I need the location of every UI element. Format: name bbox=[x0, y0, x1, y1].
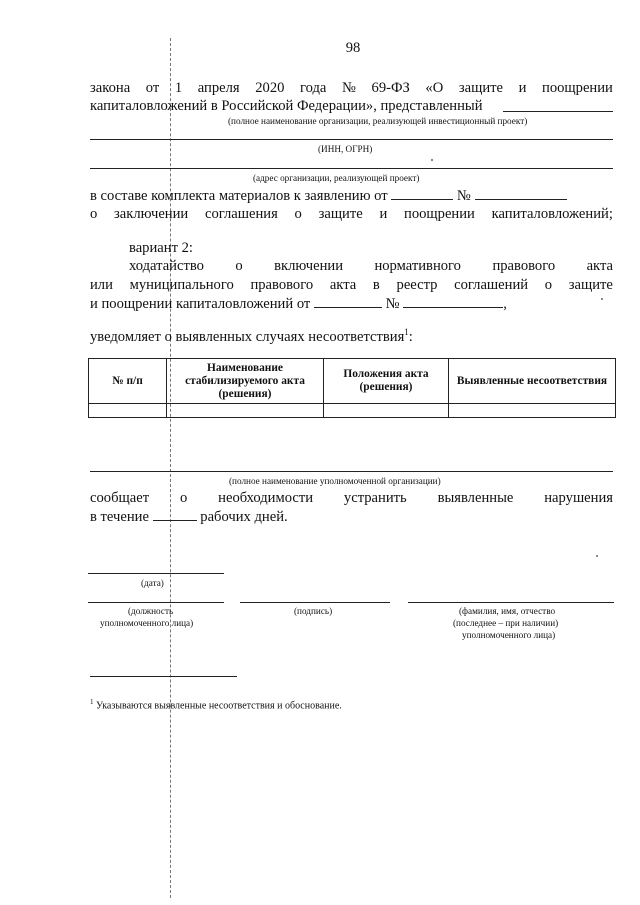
report-word: необходимости bbox=[218, 490, 314, 506]
position-line bbox=[88, 602, 224, 603]
deadline-line bbox=[90, 507, 288, 526]
conclusion-line bbox=[90, 205, 613, 223]
header-number: № п/п bbox=[89, 359, 167, 404]
conclusion-word: защите bbox=[318, 206, 363, 222]
registry-word: или bbox=[90, 277, 113, 293]
law-reference-word: 69-ФЗ bbox=[371, 80, 410, 96]
organization-name-blank bbox=[503, 111, 613, 112]
address-caption: (адрес организации, реализующей проект) bbox=[253, 173, 420, 183]
conclusion-word: заключении bbox=[114, 206, 189, 222]
authorized-organization-line bbox=[90, 471, 613, 472]
petition-line bbox=[129, 257, 613, 275]
registry-word: в bbox=[372, 277, 380, 293]
organization-caption: (полное наименование организации, реализующей инвестиционный проект) bbox=[228, 116, 528, 126]
registry-word: соглашений bbox=[454, 277, 529, 293]
agreement-date-blank bbox=[314, 294, 382, 308]
binding-margin-line bbox=[170, 38, 171, 898]
full-name-caption-3: уполномоченного лица) bbox=[462, 630, 556, 640]
law-reference-word: года bbox=[300, 80, 327, 96]
law-reference-line bbox=[90, 79, 613, 97]
agreement-comma: , bbox=[503, 296, 507, 312]
law-reference-word: «О bbox=[425, 80, 444, 96]
law-reference-word: и bbox=[518, 80, 527, 96]
table-cell bbox=[89, 404, 167, 418]
page-number: 98 bbox=[345, 40, 361, 56]
footnote-text: Указываются выявленные несоответствия и обоснование. bbox=[96, 700, 342, 712]
registry-word: акта bbox=[329, 277, 357, 293]
table-header-row bbox=[89, 359, 616, 404]
footnote bbox=[90, 696, 342, 712]
signature-line bbox=[240, 602, 390, 603]
position-caption-2: уполномоченного лица) bbox=[100, 618, 194, 628]
registry-word: муниципального bbox=[129, 277, 234, 293]
petition-word: правового bbox=[492, 258, 556, 274]
header-act-name: Наименование стабилизируемого акта (решения) bbox=[167, 359, 324, 404]
conclusion-word: о bbox=[294, 206, 302, 222]
investment-text: капиталовложений в Российской Федерации», представленный bbox=[90, 98, 483, 114]
variant-2-heading: вариант 2: bbox=[129, 240, 193, 256]
agreement-text: и поощрении капиталовложений от bbox=[90, 296, 311, 312]
days-count-blank bbox=[153, 507, 197, 521]
deadline-prefix: в течение bbox=[90, 509, 149, 525]
footnote-separator bbox=[90, 676, 237, 677]
report-word: сообщает bbox=[90, 490, 150, 506]
report-word: нарушения bbox=[544, 490, 613, 506]
signature-caption: (подпись) bbox=[294, 606, 333, 616]
footnote-mark: 1 bbox=[90, 698, 94, 706]
application-text: в составе комплекта материалов к заявлению от bbox=[90, 188, 388, 204]
application-line bbox=[90, 186, 567, 205]
agreement-number-sign: № bbox=[385, 296, 400, 312]
header-act-provisions: Положения акта (решения) bbox=[324, 359, 449, 404]
registry-line bbox=[90, 276, 613, 294]
registry-word: о bbox=[544, 277, 553, 293]
notify-line bbox=[90, 323, 413, 346]
address-line bbox=[90, 168, 613, 169]
scan-speck bbox=[596, 555, 598, 557]
petition-word: включении bbox=[274, 258, 343, 274]
report-word: выявленные bbox=[437, 490, 514, 506]
law-reference-word: 1 bbox=[174, 80, 183, 96]
conclusion-word: капиталовложений; bbox=[491, 206, 613, 222]
conclusion-word: и bbox=[379, 206, 388, 222]
table-cell bbox=[324, 404, 449, 418]
footnote-reference: 1 bbox=[404, 327, 409, 337]
header-inconsistencies: Выявленные несоответствия bbox=[449, 359, 616, 404]
agreement-line bbox=[90, 294, 507, 313]
date-line bbox=[88, 573, 224, 574]
law-reference-word: от bbox=[145, 80, 160, 96]
agreement-number-blank bbox=[403, 294, 503, 308]
petition-word: акта bbox=[586, 258, 613, 274]
notify-text: уведомляет о выявленных случаях несоответствия bbox=[90, 328, 405, 345]
position-caption-1: (должность bbox=[128, 606, 174, 616]
conclusion-word: о bbox=[90, 206, 98, 222]
law-reference-word: защите bbox=[458, 80, 504, 96]
report-word: о bbox=[179, 490, 188, 506]
full-name-caption-1: (фамилия, имя, отчество bbox=[459, 606, 556, 616]
application-number-sign: № bbox=[456, 188, 471, 204]
law-reference-word: № bbox=[342, 80, 356, 96]
registry-word: реестр bbox=[396, 277, 438, 293]
report-line bbox=[90, 489, 613, 507]
application-number-blank bbox=[475, 186, 567, 200]
deadline-suffix: рабочих дней. bbox=[200, 509, 288, 525]
petition-word: нормативного bbox=[374, 258, 461, 274]
petition-word: о bbox=[235, 258, 243, 274]
law-reference-word: поощрении bbox=[542, 80, 613, 96]
conclusion-word: соглашения bbox=[204, 206, 278, 222]
table-cell bbox=[167, 404, 324, 418]
registry-word: правового bbox=[250, 277, 314, 293]
law-reference-word: апреля bbox=[197, 80, 240, 96]
table-row bbox=[89, 404, 616, 418]
investment-line bbox=[90, 97, 483, 115]
registry-word: защите bbox=[568, 277, 613, 293]
notify-colon: : bbox=[408, 328, 413, 345]
law-reference-word: закона bbox=[90, 80, 131, 96]
report-word: устранить bbox=[343, 490, 407, 506]
date-caption: (дата) bbox=[141, 578, 164, 588]
petition-word: ходатайство bbox=[129, 258, 204, 274]
inn-ogrn-caption: (ИНН, ОГРН) bbox=[318, 144, 373, 154]
application-date-blank bbox=[391, 186, 453, 200]
full-name-caption-2: (последнее – при наличии) bbox=[453, 618, 559, 628]
law-reference-word: 2020 bbox=[255, 80, 285, 96]
conclusion-word: поощрении bbox=[404, 206, 475, 222]
full-name-line bbox=[408, 602, 614, 603]
authorized-organization-caption: (полное наименование уполномоченной организации) bbox=[229, 476, 441, 486]
inn-ogrn-line bbox=[90, 139, 613, 140]
scan-speck bbox=[601, 298, 603, 300]
inconsistency-table bbox=[88, 358, 616, 418]
table-cell bbox=[449, 404, 616, 418]
scan-speck bbox=[431, 159, 433, 161]
